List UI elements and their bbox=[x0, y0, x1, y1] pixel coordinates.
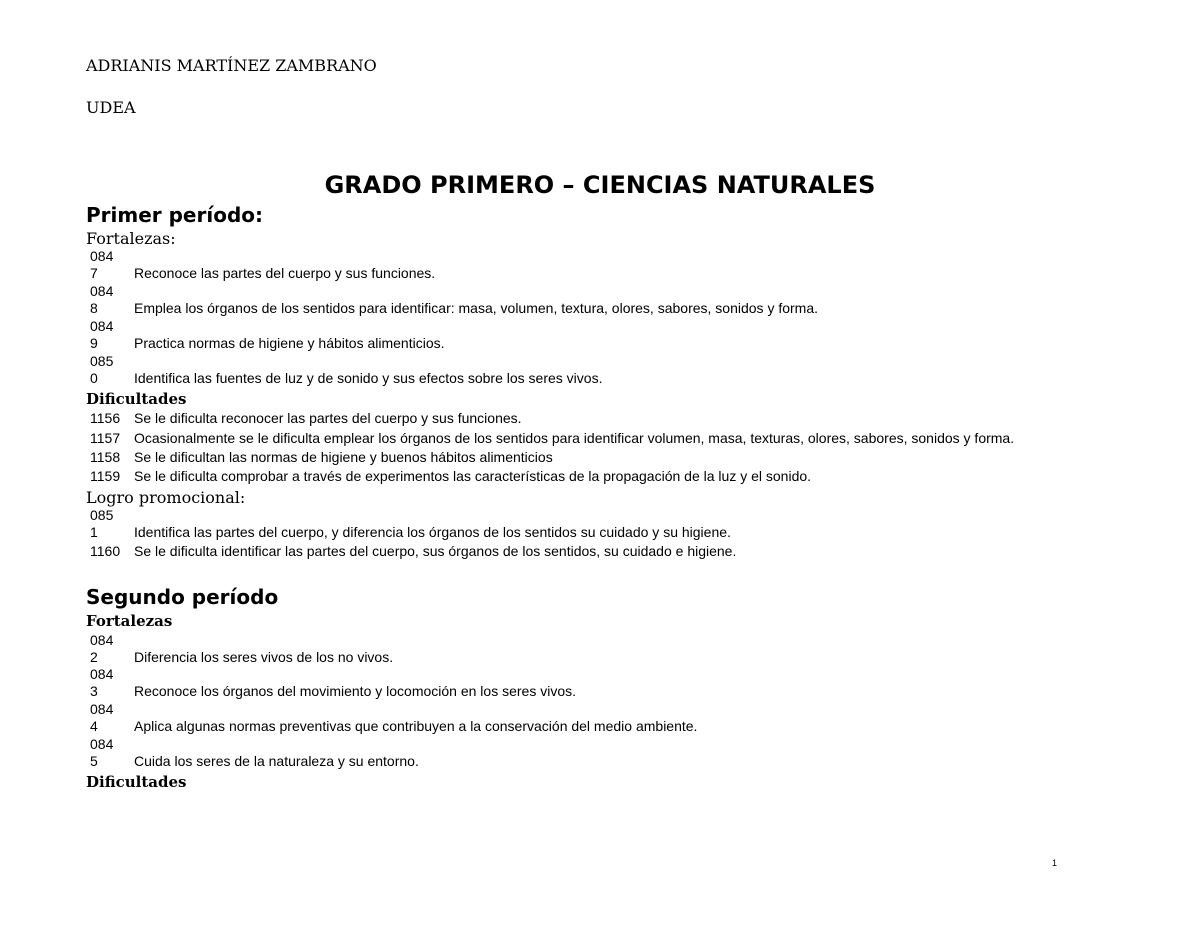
p1-d3-text: Se le dificultan las normas de higiene y buenos hábitos alimenticios bbox=[134, 449, 553, 465]
p1-f1-code-b: 7 bbox=[90, 265, 98, 281]
p2-f2-code-a: 084 bbox=[90, 666, 114, 682]
p1-fortalezas-label: Fortalezas: bbox=[86, 229, 176, 248]
p1-f1-text: Reconoce las partes del cuerpo y sus funciones. bbox=[134, 265, 436, 281]
p1-f3-code-b: 9 bbox=[90, 335, 98, 351]
p1-logro-dif-row bbox=[90, 543, 736, 559]
p2-f4-code-b: 5 bbox=[90, 753, 98, 769]
p2-f4-text: Cuida los seres de la naturaleza y su entorno. bbox=[134, 753, 419, 769]
p1-d4-code: 1159 bbox=[90, 468, 121, 484]
p1-f1-code-a: 084 bbox=[90, 248, 114, 264]
p1-f2-code-a: 084 bbox=[90, 283, 114, 299]
period-2-heading: Segundo período bbox=[86, 585, 279, 609]
p2-f1-code-b: 2 bbox=[90, 649, 98, 665]
p2-f2-code-b: 3 bbox=[90, 683, 98, 699]
period-1-heading: Primer período: bbox=[86, 203, 264, 227]
p1-logro-code-b: 1 bbox=[90, 524, 98, 540]
p1-d1-code: 1156 bbox=[90, 410, 121, 426]
p1-d2-text: Ocasionalmente se le dificulta emplear los órganos de los sentidos para identificar volumen, masa, texturas, olores, sabores, sonidos y forma. bbox=[134, 430, 1015, 446]
p1-dificultades-label: Dificultades bbox=[86, 390, 187, 408]
p1-logro-label: Logro promocional: bbox=[86, 488, 246, 507]
p2-f1-text: Diferencia los seres vivos de los no vivos. bbox=[134, 649, 394, 665]
p1-logro-dif-text: Se le dificulta identificar las partes del cuerpo, sus órganos de los sentidos, su cuidado e higiene. bbox=[134, 543, 737, 559]
p1-d4-text: Se le dificulta comprobar a través de experimentos las características de la propagación de la luz y el sonido. bbox=[134, 468, 812, 484]
p1-f3-code-a: 084 bbox=[90, 318, 114, 334]
p2-f1-code-a: 084 bbox=[90, 632, 114, 648]
institution: UDEA bbox=[86, 98, 136, 117]
p2-f3-code-a: 084 bbox=[90, 701, 114, 717]
p1-d3-code: 1158 bbox=[90, 449, 121, 465]
p1-logro-code-a: 085 bbox=[90, 507, 114, 523]
p1-f3-text: Practica normas de higiene y hábitos alimenticios. bbox=[134, 335, 445, 351]
p2-f3-code-b: 4 bbox=[90, 718, 98, 734]
p1-f4-text: Identifica las fuentes de luz y de sonido y sus efectos sobre los seres vivos. bbox=[134, 370, 603, 386]
p2-f2-text: Reconoce los órganos del movimiento y locomoción en los seres vivos. bbox=[134, 683, 576, 699]
p1-dif-row bbox=[90, 449, 553, 465]
p1-f2-code-b: 8 bbox=[90, 300, 98, 316]
p1-logro-text: Identifica las partes del cuerpo, y diferencia los órganos de los sentidos su cuidado y su higiene. bbox=[134, 524, 731, 540]
p2-dificultades-label: Dificultades bbox=[86, 773, 187, 791]
p1-f2-text: Emplea los órganos de los sentidos para identificar: masa, volumen, textura, olores, sabores, sonidos y forma. bbox=[134, 300, 819, 316]
p2-f4-code-a: 084 bbox=[90, 736, 114, 752]
p1-f4-code-b: 0 bbox=[90, 370, 98, 386]
p2-f3-text: Aplica algunas normas preventivas que contribuyen a la conservación del medio ambiente. bbox=[134, 718, 698, 734]
author-name: ADRIANIS MARTÍNEZ ZAMBRANO bbox=[86, 56, 377, 75]
p1-logro-dif-code: 1160 bbox=[90, 543, 121, 559]
p1-dif-row bbox=[90, 468, 811, 484]
p1-dif-row bbox=[90, 430, 1014, 446]
p1-d2-code: 1157 bbox=[90, 430, 121, 446]
p2-fortalezas-label: Fortalezas bbox=[86, 612, 173, 630]
p1-d1-text: Se le dificulta reconocer las partes del cuerpo y sus funciones. bbox=[134, 410, 522, 426]
p1-dif-row bbox=[90, 410, 522, 426]
page-title: GRADO PRIMERO – CIENCIAS NATURALES bbox=[324, 171, 876, 199]
page-number: 1 bbox=[1052, 858, 1058, 868]
p1-f4-code-a: 085 bbox=[90, 353, 114, 369]
